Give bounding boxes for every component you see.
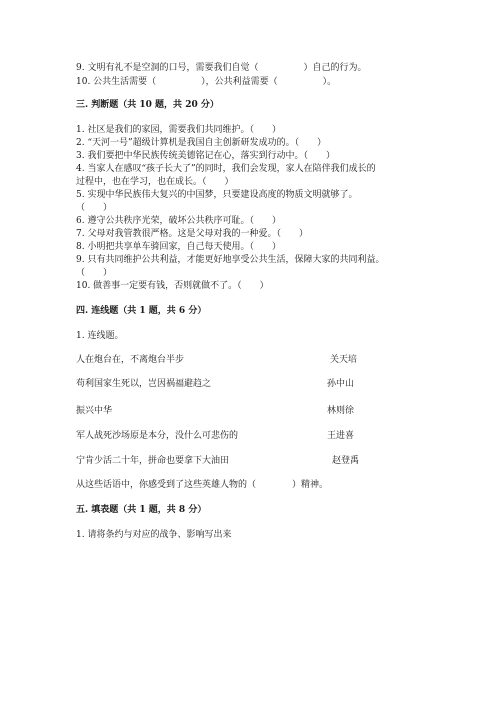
- judgment-line: （ ）: [76, 268, 113, 278]
- matching-person: 孙中山: [327, 379, 355, 389]
- matching-quote: 苟利国家生死以，岂因祸福避趋之: [76, 379, 212, 389]
- judgment-line: 8. 小明把共享单车骑回家，自己每天使用。（ ）: [76, 242, 281, 252]
- fill-question-10: 10. 公共生活需要（ ），公共利益需要（ ）。: [76, 77, 337, 87]
- judgment-line: 6. 遵守公共秩序光荣，破坏公共秩序可耻。（ ）: [76, 216, 281, 226]
- matching-person: 赵登禹: [332, 456, 360, 466]
- judgment-line: 过程中，也在学习，也在成长。（ ）: [76, 177, 234, 187]
- matching-quote: 宁肯少活二十年，拼命也要拿下大油田: [76, 456, 230, 466]
- matching-quote: 振兴中华: [76, 406, 113, 416]
- matching-closing: 从这些话语中，你感受到了这些英雄人物的（ ）精神。: [76, 480, 329, 490]
- matching-pair: [76, 405, 376, 417]
- fill-question-9: 9. 文明有礼不是空洞的口号，需要我们自觉（ ）自己的行为。: [76, 63, 367, 73]
- section-title-table: 五. 填表题（共 1 题，共 8 分）: [76, 505, 207, 515]
- judgment-line: （ ）: [76, 203, 113, 213]
- matching-quote: 军人战死沙场原是本分，没什么可悲伤的: [76, 431, 239, 441]
- judgment-line: 1. 社区是我们的家园，需要我们共同维护。（ ）: [76, 125, 281, 135]
- judgment-line: 7. 父母对我管教很严格。这是父母对我的一种爱。（ ）: [76, 229, 308, 239]
- judgment-line: 9. 只有共同维护公共利益，才能更好地享受公共生活，保障大家的共同利益。: [76, 255, 385, 265]
- judgment-line: 10. 做善事一定要有钱，否则就做不了。（ ）: [76, 281, 269, 291]
- matching-quote: 人在炮台在，不离炮台半步: [76, 355, 185, 365]
- matching-pair: [76, 455, 376, 467]
- table-prompt: 1. 请将条约与对应的战争、影响写出来: [76, 530, 232, 540]
- matching-prompt: 1. 连线题。: [76, 331, 124, 341]
- matching-pair: [76, 430, 376, 442]
- matching-person: 林则徐: [327, 406, 355, 416]
- matching-person: 王进喜: [327, 431, 355, 441]
- section-title-judgment: 三. 判断题（共 10 题，共 20 分）: [76, 100, 219, 110]
- judgment-line: 5. 实现中华民族伟大复兴的中国梦，只要建设高度的物质文明就够了。: [76, 190, 358, 200]
- judgment-line: 4. 当家人在感叹“孩子长大了”的同时，我们会发现，家人在陪伴我们成长的: [76, 164, 376, 174]
- section-title-matching: 四. 连线题（共 1 题，共 6 分）: [76, 306, 207, 316]
- matching-pair: [76, 354, 376, 366]
- matching-pair: [76, 378, 376, 390]
- judgment-line: 2. “天河一号”超级计算机是我国自主创新研发成功的。（ ）: [76, 138, 327, 148]
- matching-person: 关天培: [330, 355, 358, 365]
- judgment-line: 3. 我们要把中华民族传统美德铭记在心，落实到行动中。（ ）: [76, 151, 335, 161]
